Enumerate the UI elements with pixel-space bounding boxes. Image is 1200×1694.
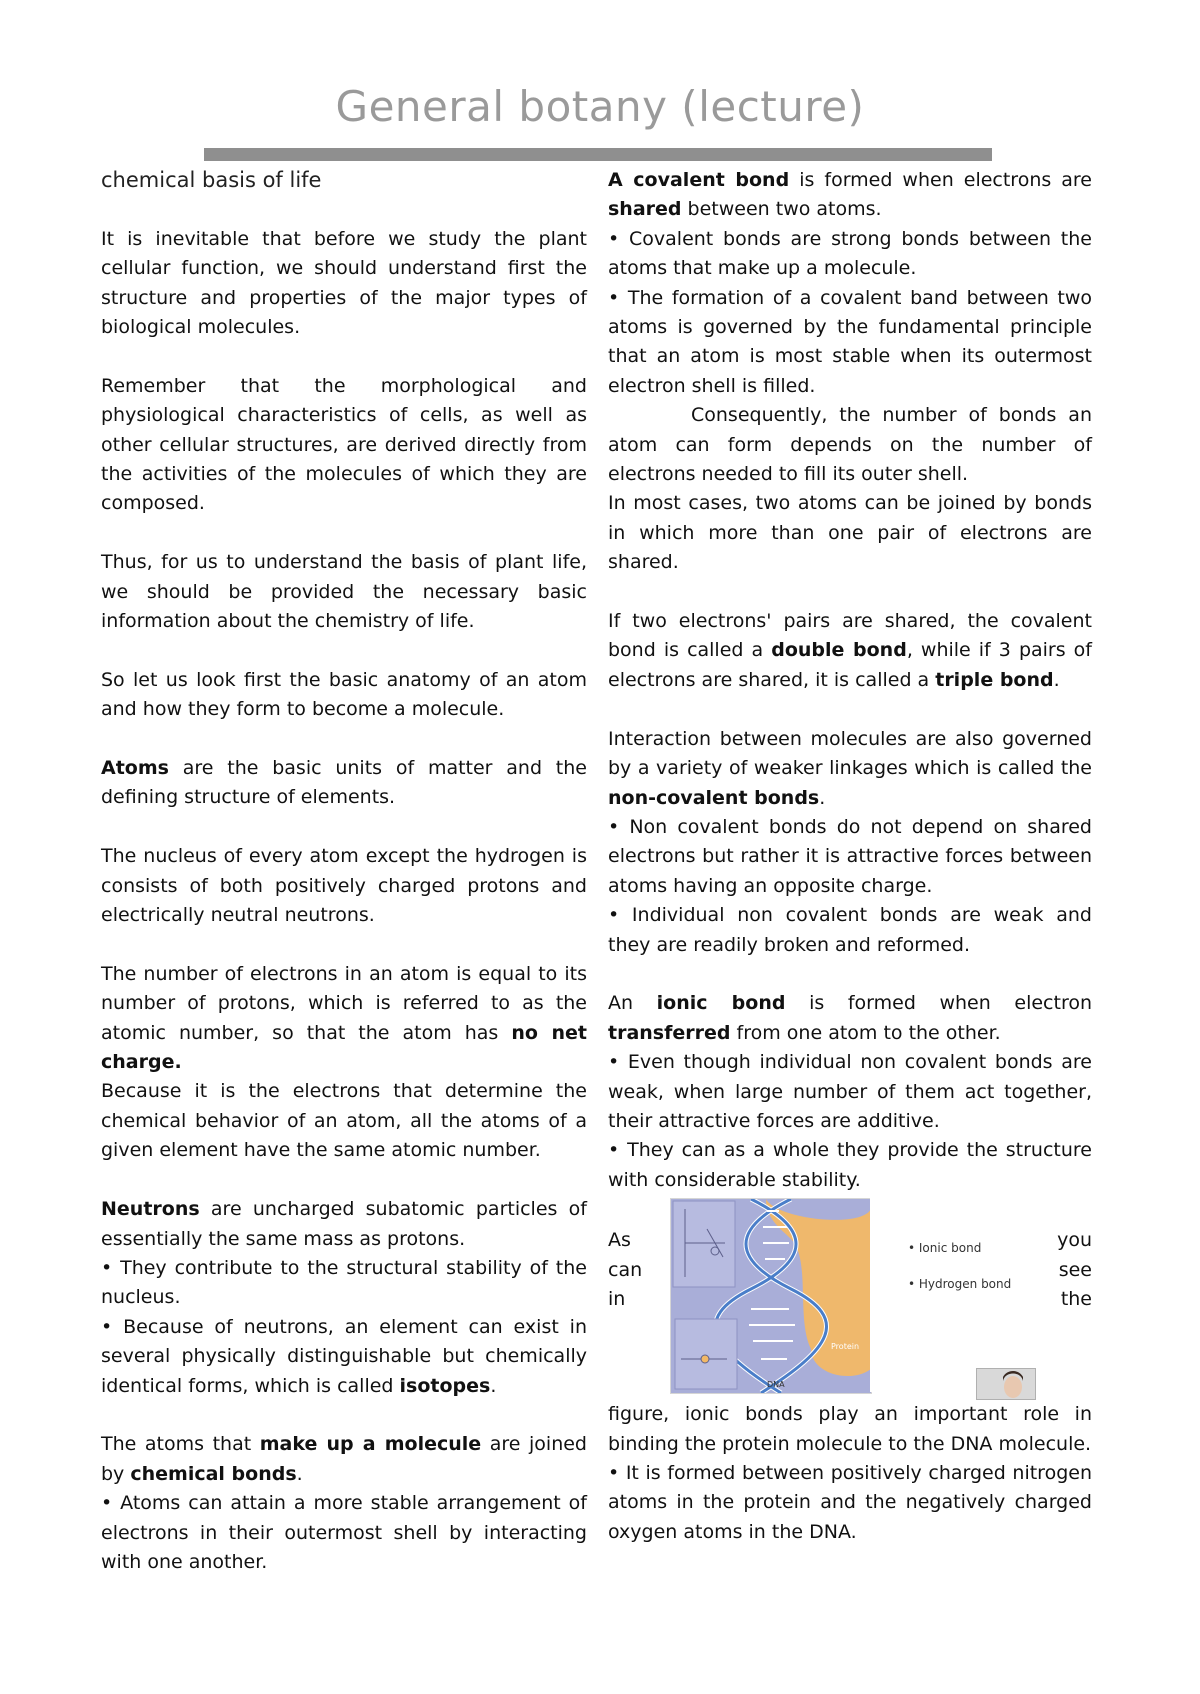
webcam-thumbnail [976,1368,1036,1400]
term-covalent-bond: A covalent bond [608,169,790,191]
term-atoms: Atoms [101,757,169,780]
bullet-weak: • Individual non covalent bonds are weak and they are readily broken and reformed. [608,904,1092,956]
figure-block [608,1198,1092,1396]
wrap-word: As [608,1229,631,1252]
left-column [101,166,587,1577]
term-non-covalent-bonds: non-covalent bonds [608,786,820,809]
presenter-avatar-icon [977,1369,1035,1399]
term-neutrons: Neutrons [101,1198,200,1221]
ionic-text-3: from one atom to the other. [730,1021,1001,1044]
molecule-text-2: are joined by [101,1433,587,1485]
document-title: General botany (lecture) [335,82,865,131]
atoms-definition: are the basic units of matter and the defining structure of elements. [101,757,587,809]
term-ionic-bond: ionic bond [656,992,786,1015]
term-chemical-bonds: chemical bonds [130,1462,297,1485]
bullet-covalent-formation: • The formation of a covalent band between two atoms is governed by the fundamental principle that an atom is most stable when its outermost electron shell is filled. [608,286,1092,397]
molecule-period: . [296,1462,303,1485]
dna-protein-figure [670,1198,872,1394]
dna-protein-illustration [671,1199,871,1393]
ionic-text-2: is formed when electron [785,992,1092,1015]
legend-ionic-bond: • Ionic bond [908,1241,982,1256]
bullet-stable-arrangement: • Atoms can attain a more stable arrangement of electrons in their outermost shell by interacting with one another. [101,1492,587,1573]
paragraph-double-triple [608,607,1092,695]
isotopes-period: . [490,1374,497,1397]
interaction-text: Interaction between molecules are also governed by a variety of weaker linkages which is called the [608,727,1092,780]
term-isotopes: isotopes [399,1374,491,1397]
figure-label-dna: DNA [767,1380,785,1390]
paragraph-so-let-us: So let us look first the basic anatomy of an atom and how they form to become a molecule. [101,668,587,721]
wrap-word: can [608,1258,643,1281]
ionic-text-1: An [608,992,657,1015]
covalent-text-1: is formed when electrons are [789,169,1092,191]
paragraph-most-cases: In most cases, two atoms can be joined by bonds in which more than one pair of electrons are shared. [608,492,1092,574]
bullet-covalent-strong: • Covalent bonds are strong bonds between the atoms that make up a molecule. [608,227,1092,280]
wrap-word: in [608,1287,626,1310]
term-shared: shared [608,198,682,221]
wrap-word: you [1057,1229,1092,1252]
bullet-non-covalent: • Non covalent bonds do not depend on shared electrons but rather it is attractive forces between atoms having an opposite charge. [608,815,1092,897]
term-transferred: transferred [608,1021,731,1044]
figure-wrap-text-left [608,1226,658,1314]
pairs-text-1: If two electrons' pairs are shared, the covalent bond is called a [608,610,1092,662]
paragraph-covalent-bond [608,166,1092,225]
pairs-text-2: , while if 3 pairs of electrons are shared, it is called a [608,639,1092,691]
chemical-structure-inset [673,1201,735,1287]
interaction-period: . [819,786,826,809]
paragraph-ionic-bond [608,989,1092,1048]
term-no-net-charge: no net charge. [101,1021,587,1074]
bullet-isotopes [101,1313,587,1401]
pairs-period: . [1053,668,1060,691]
title-underline-rule [204,148,992,161]
right-column [608,166,1092,1547]
bullet-structural-stability: • They contribute to the structural stability of the nucleus. [101,1256,587,1309]
term-double-bond: double bond [771,639,907,662]
isotopes-text: • Because of neutrons, an element can exist in several physically distinguishable but chemically identical forms, which is called [101,1315,587,1397]
bullet-additive: • Even though individual non covalent bonds are weak, when large number of them act together, their attractive forces are additive. [608,1051,1092,1132]
term-make-up-molecule: make up a molecule [259,1433,482,1456]
paragraph-nucleus: The nucleus of every atom except the hydrogen is consists of both positively charged protons and electrically neutral neutrons. [101,845,587,927]
paragraph-figure-explanation: figure, ionic bonds play an important role in binding the protein molecule to the DNA molecule. [608,1403,1092,1455]
paragraph-because: Because it is the electrons that determine the chemical behavior of an atom, all the atoms of a given element have the same atomic number. [101,1080,587,1162]
paragraph-thus: Thus, for us to understand the basis of plant life, we should be provided the necessary basic information about the chemistry of life. [101,551,587,633]
legend-hydrogen-bond: • Hydrogen bond [908,1277,1012,1292]
paragraph-neutrons [101,1195,587,1254]
paragraph-molecule [101,1430,587,1489]
molecule-text-1: The atoms that [101,1433,260,1456]
paragraph-remember: Remember that the morphological and physiological characteristics of cells, as well as other cellular structures, are derived directly from the activities of the molecules of which they are composed. [101,374,587,515]
figure-label-protein: Protein [831,1342,860,1352]
paragraph-consequently: Consequently, the number of bonds an atom can form depends on the number of electrons needed to fill its outer shell. [608,404,1092,486]
electrons-text: The number of electrons in an atom is equal to its number of protons, which is referred to as the atomic number, so that the atom has [101,962,587,1044]
bond-detail-inset [675,1319,737,1389]
neutrons-definition: are uncharged subatomic particles of essentially the same mass as protons. [101,1198,587,1250]
paragraph-electrons [101,960,587,1078]
term-triple-bond: triple bond [935,668,1054,691]
figure-wrap-text-right [1046,1226,1092,1314]
wrap-word: the [1060,1287,1092,1310]
wrap-word: see [1058,1258,1092,1281]
figure-legend-panel [870,1198,980,1392]
paragraph-inevitable: It is inevitable that before we study the plant cellular function, we should understand first the structure and properties of the major types of biological molecules. [101,227,587,339]
section-subheading: chemical basis of life [101,168,322,192]
covalent-text-2: between two atoms. [681,198,882,221]
bullet-as-a-whole: • They can as a whole they provide the structure with considerable stability. [608,1139,1092,1191]
paragraph-atoms [101,754,587,813]
paragraph-interaction [608,725,1092,813]
bullet-formed-between: • It is formed between positively charged nitrogen atoms in the protein and the negatively charged oxygen atoms in the DNA. [608,1461,1092,1543]
